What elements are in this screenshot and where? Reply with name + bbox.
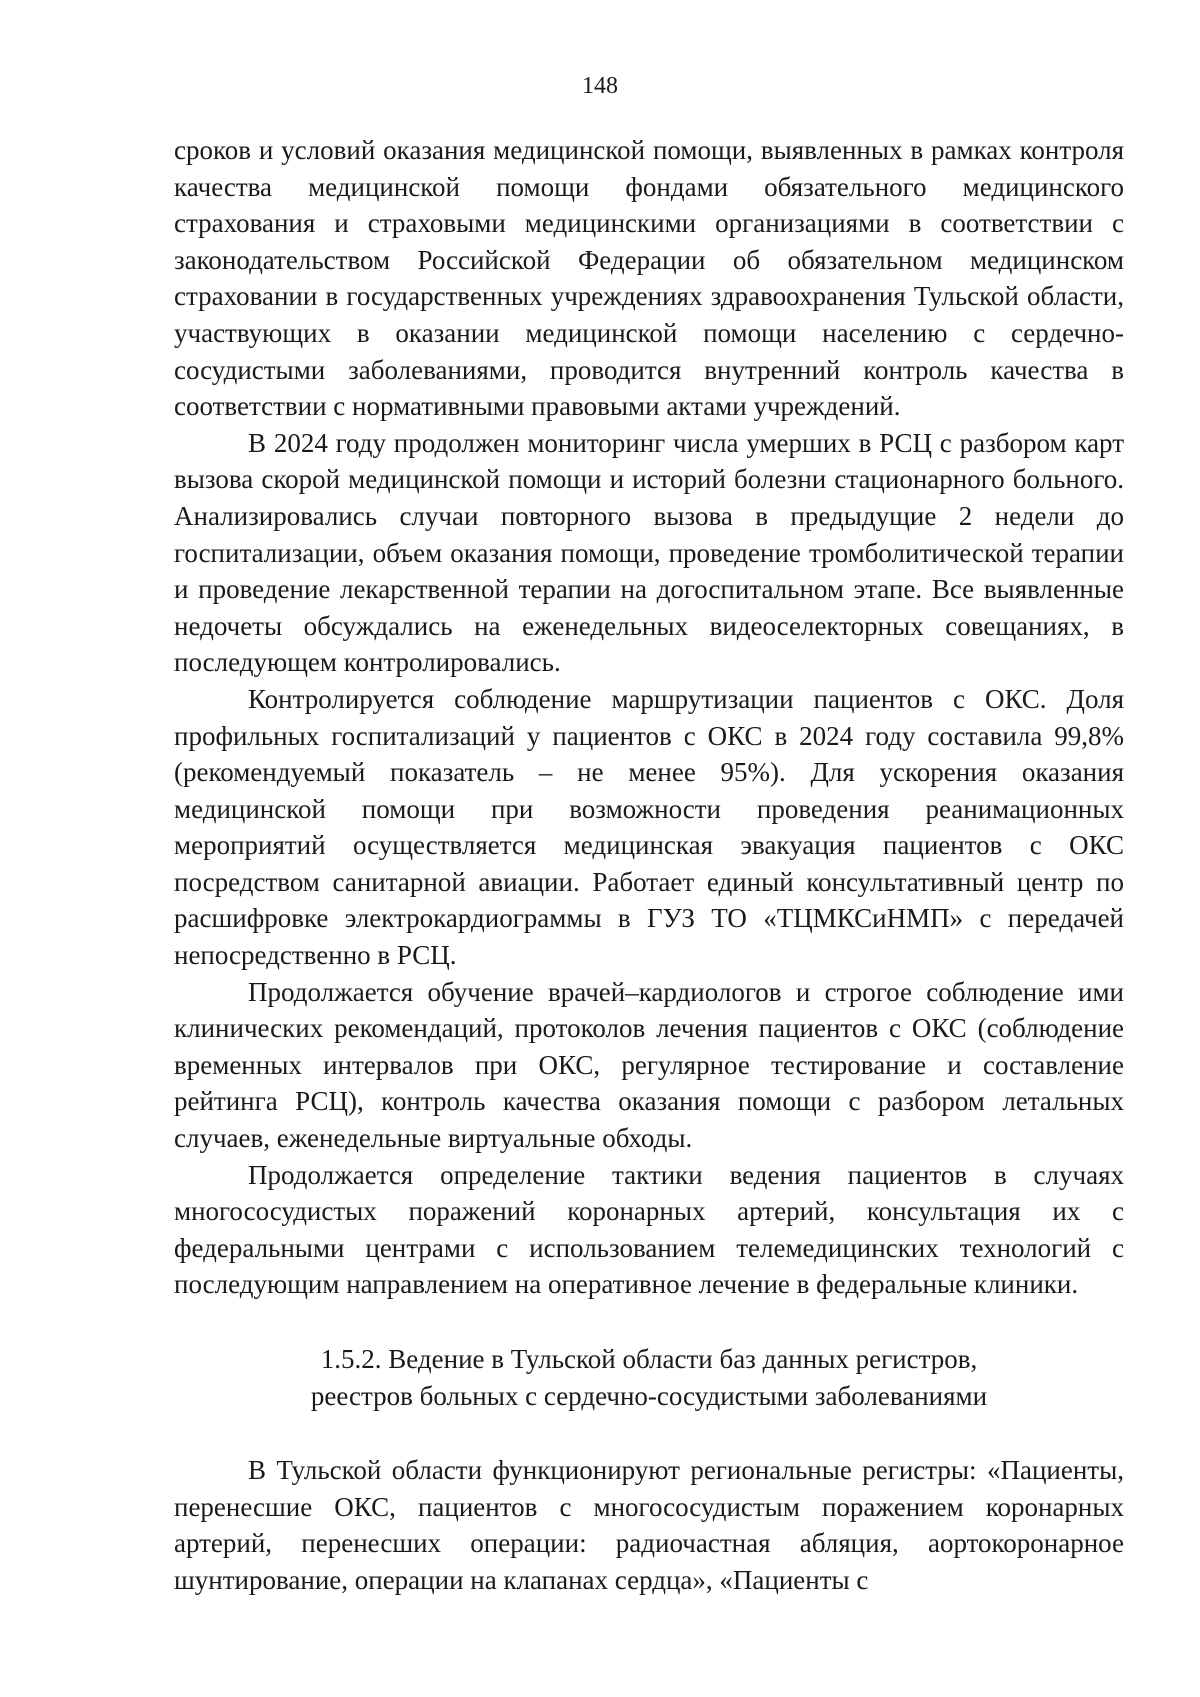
paragraph-6: В Тульской области функционируют региональные регистры: «Пациенты, перенесшие ОКС, пациентов с многососудистым поражением коронарных артерий, перенесших операции: радиочастная абляция, аортокоронарное шунтирование, операции на клапанах сердца», «Пациенты с	[174, 1455, 1124, 1595]
paragraph-4: Продолжается обучение врачей–кардиологов и строгое соблюдение ими клинических рекомендаций, протоколов лечения пациентов с ОКС (соблюдение временных интервалов при ОКС, регулярное тестирование и составление рейтинга РСЦ), контроль качества оказания помощи с разбором летальных случаев, еженедельные виртуальные обходы.	[174, 976, 1124, 1154]
paragraph-2: В 2024 году продолжен мониторинг числа умерших в РСЦ с разбором карт вызова скорой медицинской помощи и историй болезни стационарного больного. Анализировались случаи повторного вызова в предыдущие 2 недели до госпитализации, объем оказания помощи, проведение тромболитической терапии и проведение лекарственной терапии на догоспитальном этапе. Все выявленные недочеты обсуждались на еженедельных видеоселекторных совещаниях, в последующем контролировались.	[174, 427, 1124, 678]
section-heading-line-1: 1.5.2. Ведение в Тульской области баз данных регистров,	[320, 1344, 978, 1374]
section-heading	[174, 1341, 1124, 1414]
document-body	[174, 132, 1124, 1599]
section-heading-line-2: реестров больных с сердечно-сосудистыми заболеваниями	[310, 1380, 988, 1411]
page-number: 148	[582, 73, 618, 99]
paragraph-3: Контролируется соблюдение маршрутизации пациентов с ОКС. Доля профильных госпитализаций у пациентов с ОКС в 2024 году составила 99,8% (рекомендуемый показатель – не менее 95%). Для ускорения оказания медицинской помощи при возможности проведения реанимационных мероприятий осуществляется медицинская эвакуация пациентов с ОКС посредством санитарной авиации. Работает единый консультативный центр по расшифровке электрокардиограммы в ГУЗ ТО «ТЦМКСиНМП» с передачей непосредственно в РСЦ.	[174, 683, 1124, 971]
paragraph-5: Продолжается определение тактики ведения пациентов в случаях многососудистых поражений коронарных артерий, консультация их с федеральными центрами с использованием телемедицинских технологий с последующим направлением на оперативное лечение в федеральные клиники.	[174, 1159, 1124, 1300]
paragraph-1: сроков и условий оказания медицинской помощи, выявленных в рамках контроля качества медицинской помощи фондами обязательного медицинского страхования и страховыми медицинскими организациями в соответствии с законодательством Российской Федерации об обязательном медицинском страховании в государственных учреждениях здравоохранения Тульской области, участвующих в оказании медицинской помощи населению с сердечно-сосудистыми заболеваниями, проводится внутренний контроль качества в соответствии с нормативными правовыми актами учреждений.	[174, 135, 1124, 422]
